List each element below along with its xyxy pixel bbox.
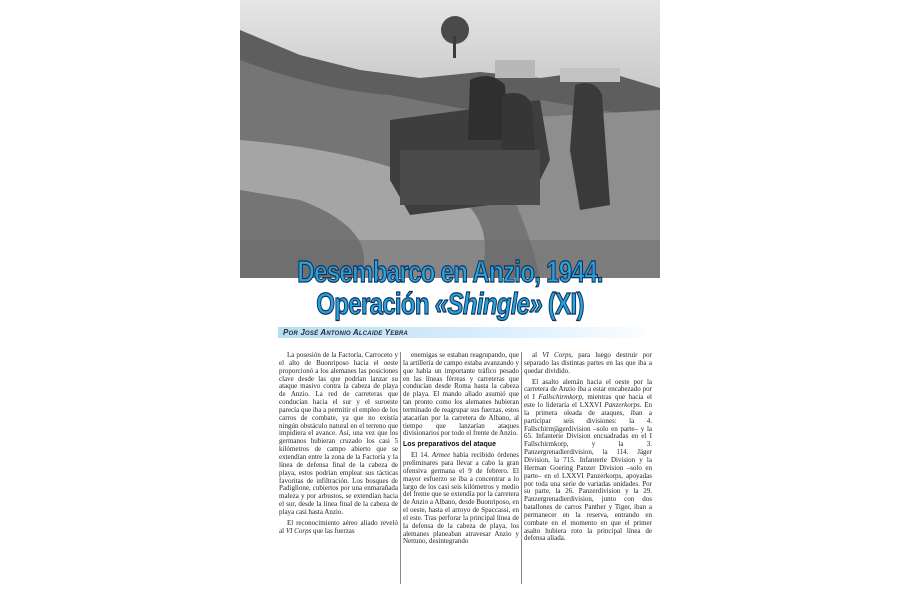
paragraph: El 14. Armee había recibido órdenes preliminares para llevar a cabo la gran ofensiva germana el 9 de febrero. El mayor esfuerzo se iba a concentrar a lo largo de los casi seis kilómetros y medio del frente que se extendía por la carretera de Anzio a Albano, desde Buonriposo, en el oeste, hasta el arroyo de Spaccassi, en el este. Tras perforar la principal línea de la defensa de la cabeza de playa, los alemanes planeaban atravesar Anzio y Nettuno, desintegrando	[403, 451, 519, 546]
column-1	[279, 352, 398, 538]
article-title-line2	[286, 286, 614, 322]
paragraph: al VI Corps, para luego destruir por separado las distintas partes en las que iba a quedar dividido.	[524, 351, 652, 375]
title-line2-italic: «Shingle»	[434, 286, 542, 321]
column-divider	[400, 352, 401, 584]
article-photo	[240, 0, 660, 278]
subheading: Los preparativos del ataque	[403, 441, 496, 449]
photo-illustration	[240, 0, 660, 278]
paragraph: El reconocimiento aéreo aliado reveló al VI Corps que las fuerzas	[279, 518, 398, 535]
byline: Por José Antonio Alcaide Yebra	[283, 328, 409, 337]
paragraph: El asalto alemán hacia el oeste por la carretera de Anzio iba a estar encabezado por el I Fallschirmkorp, mientras que hacia el este lo lideraría el LXXVI Panzerkorps. En la primera oleada de ataques, iban a participar seis divisiones: la 4. Fallschirmjägerdivision –solo en parte– y la 65. Infanterie Division encuadradas en el I Fallschirmkorp, y la 3. Panzergrenadierdivision, la 114. Jäger Division, la 715. Infanterie Division y la Herman Goering Panzer Division –solo en parte– en el LXXVI Panzerkorps, apoyadas por toda una serie de variadas unidades. Por su parte, la 26. Panzerdivision y la 29. Panzergrenadierdivision, junto con dos batallones de carros Panther y Tiger, iban a permanecer en la reserva, entrando en combate en el momento en que el primer asalto hubiera roto la principal línea de defensa aliada.	[524, 377, 653, 543]
column-divider	[521, 352, 522, 584]
column-2	[403, 352, 519, 549]
paragraph: enemigas se estaban reagrupando, que la artillería de campo estaba avanzando y que había un importante tráfico pesado en las líneas férreas y carreteras que conducían desde Roma hasta la cabeza de playa. El mando aliado asumió que tan pronto como los alemanes hubieran terminado de reagrupar sus fuerzas, estos atacarían por la carretera de Albano, al tiempo que lanzarían ataques divisionarios por todo el frente de Anzio.	[403, 351, 519, 438]
title-line2-pre: Operación	[316, 286, 435, 321]
title-line2-post: (XI)	[541, 286, 584, 321]
column-3	[524, 352, 652, 546]
paragraph: La posesión de la Factoría, Carroceto y el alto de Buonriposo hacia el oeste proporcionó a los alemanes las posiciones clave desde las que podrían lanzar su ataque masivo contra la cabeza de playa de Anzio. La red de carreteras que conducían hacia el sur y el suroeste parecía que iba a permitir el empleo de los carros de combate, ya que no existía ningún obstáculo natural en el terreno que impidiera el avance. Así, una vez que los germanos hubieran cruzado los casi 5 kilómetros de campo abierto que se extendían entre la zona de la Factoría y la línea de defensa final de la cabeza de playa, estos podrían emplear sus tácticas favoritas de infiltración. Los bosques de Padiglione, cubiertos por una enmarañada maleza y por arbustos, se extendían hacia el sur, desde la línea final de la cabeza de playa casi hasta Anzio.	[279, 351, 398, 516]
article-title-line1: Desembarco en Anzio, 1944.	[297, 254, 603, 289]
